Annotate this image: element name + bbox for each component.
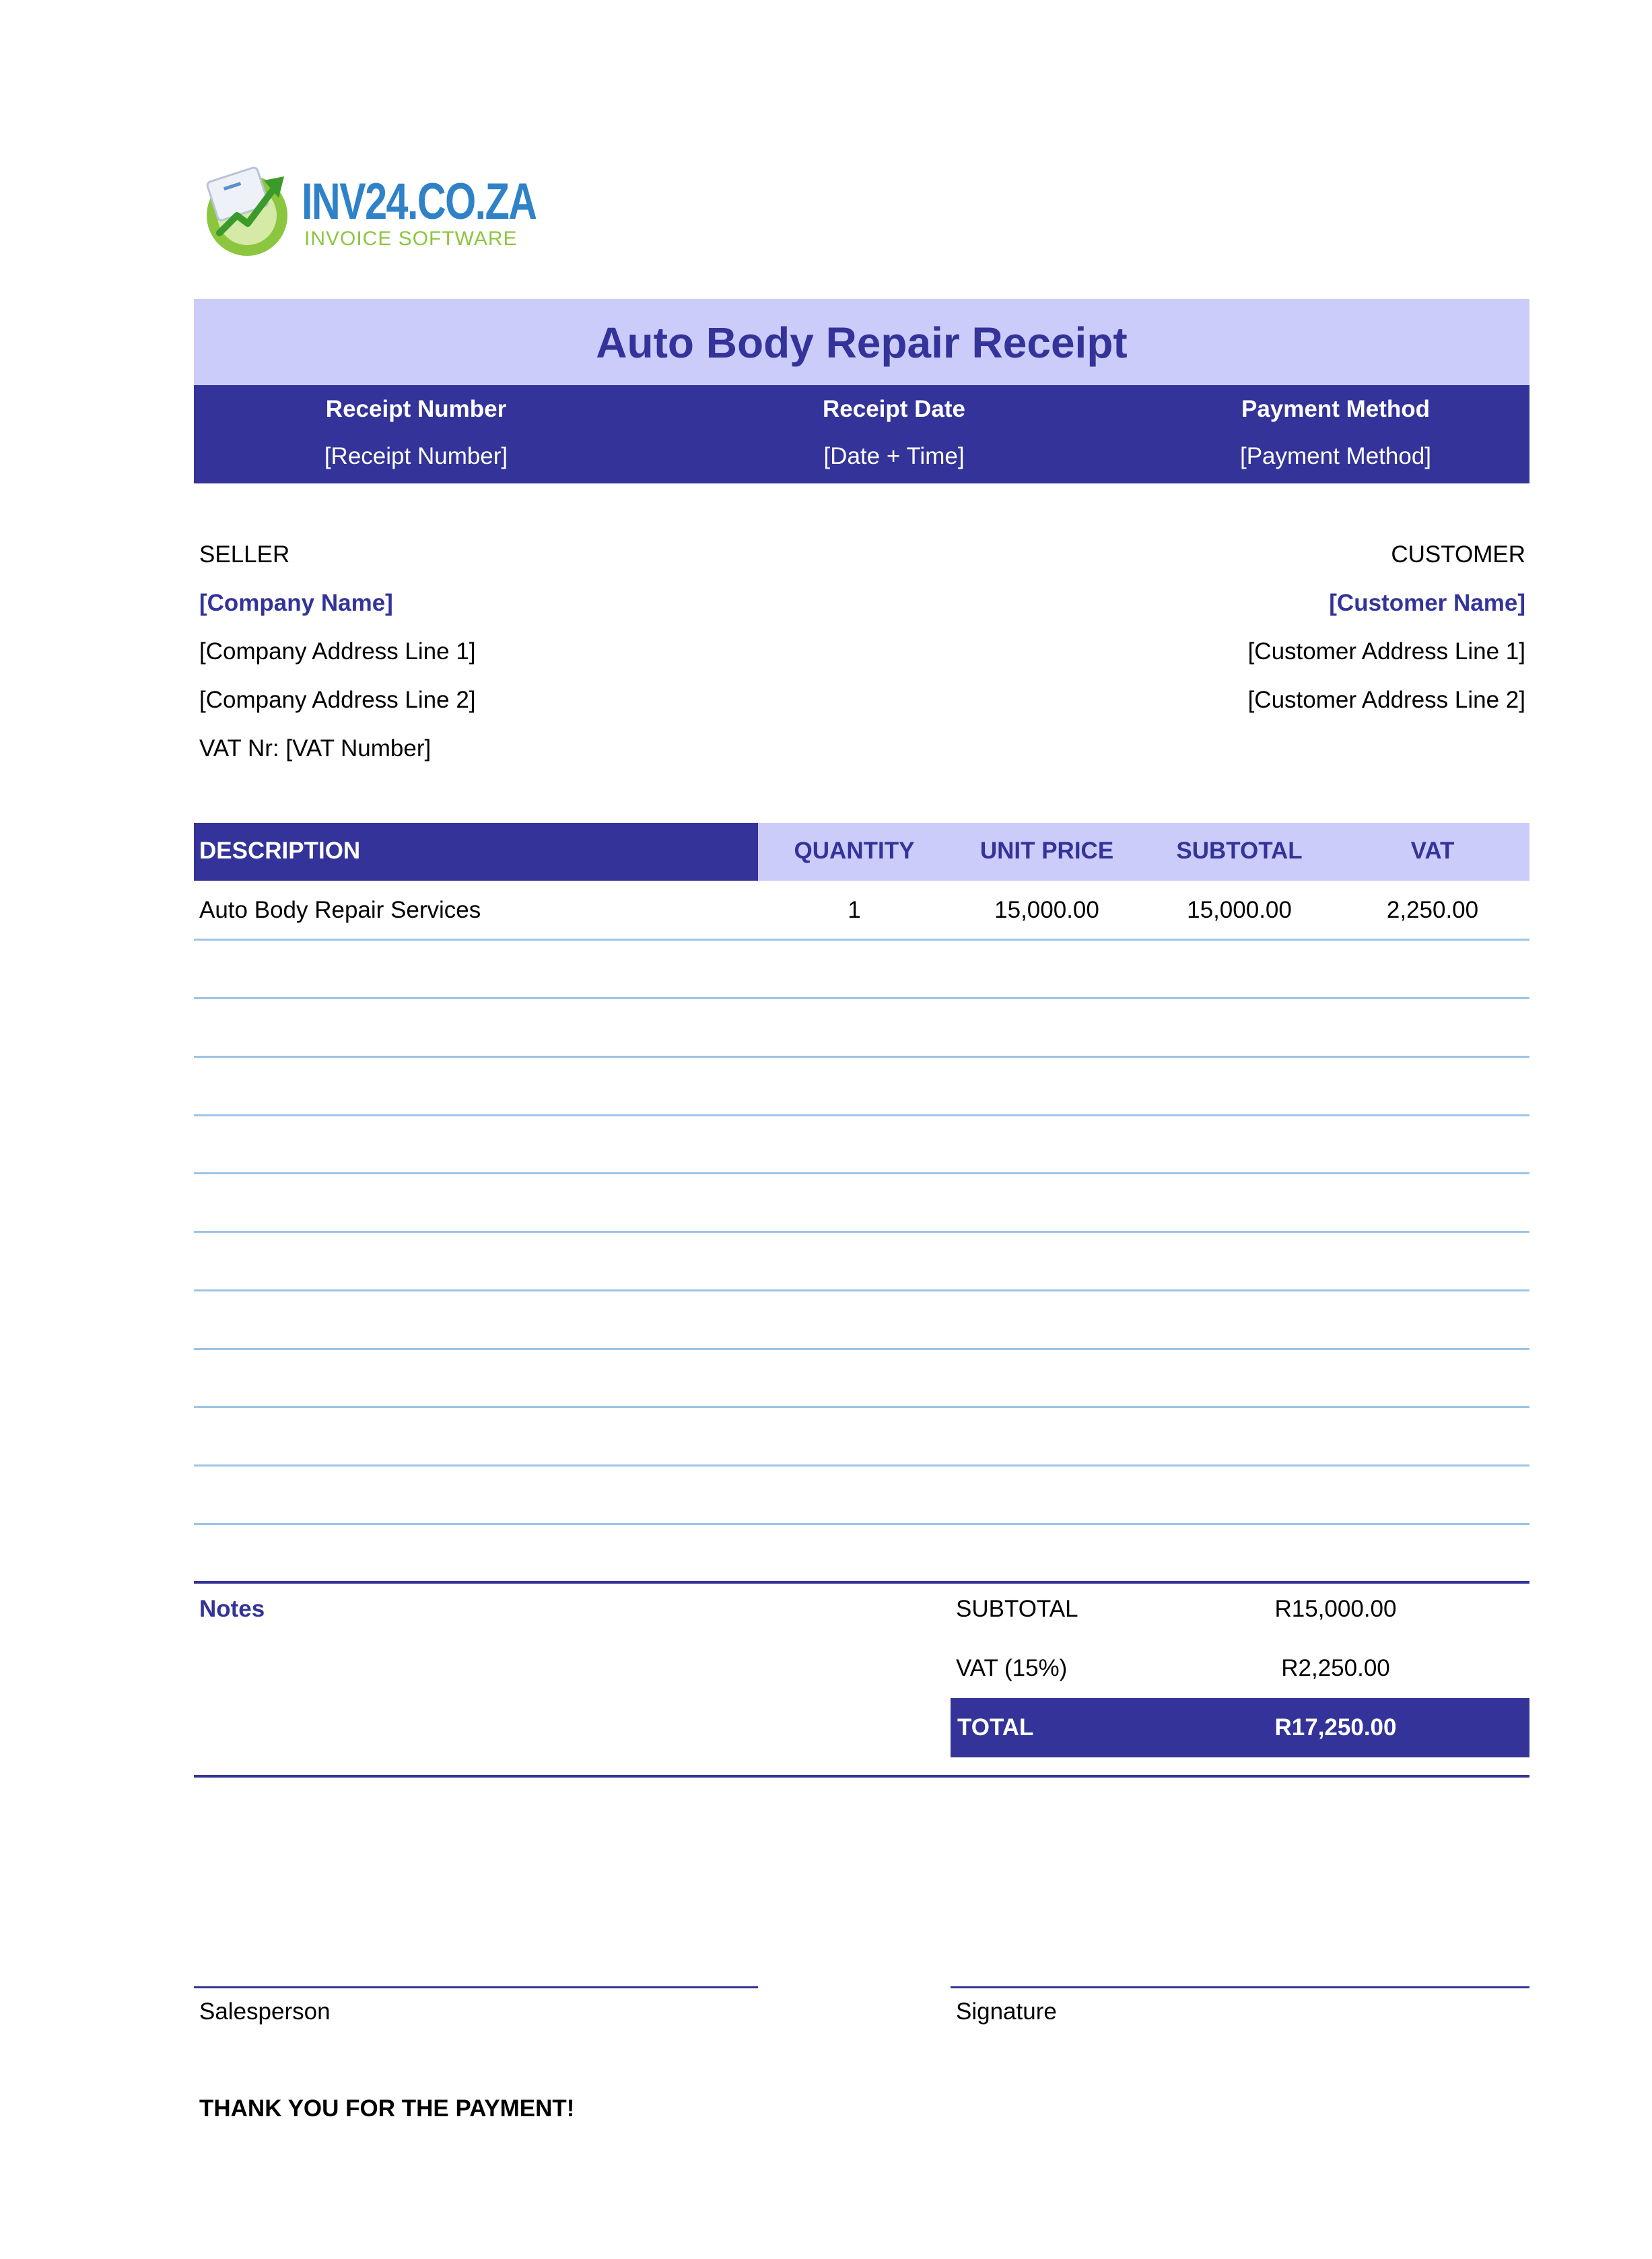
column-header-description: DESCRIPTION (199, 838, 361, 864)
company-logo (197, 160, 537, 261)
table-row-divider (194, 1231, 1529, 1233)
notes-label: Notes (199, 1596, 265, 1622)
vat-label: VAT (15%) (956, 1655, 1068, 1681)
seller-vat: VAT Nr: [VAT Number] (199, 735, 432, 762)
logo-icon (197, 160, 298, 261)
vat-value: R2,250.00 (1281, 1655, 1390, 1681)
receipt-info-band (194, 385, 1529, 483)
seller-address-2: [Company Address Line 2] (199, 687, 476, 713)
table-row-divider (194, 1523, 1529, 1525)
salesperson-signature-line (194, 1986, 758, 1988)
column-header-unit-price-cell (951, 823, 1143, 881)
column-header-subtotal-cell (1143, 823, 1336, 881)
thank-you-message: THANK YOU FOR THE PAYMENT! (199, 2095, 575, 2122)
seller-name: [Company Name] (199, 590, 393, 616)
seller-heading: SELLER (199, 541, 290, 568)
table-row-divider (194, 1289, 1529, 1291)
seller-address-1: [Company Address Line 1] (199, 638, 476, 665)
total-label: TOTAL (957, 1714, 1034, 1741)
row-1-unit-price: 15,000.00 (994, 897, 1099, 923)
logo-tagline: INVOICE SOFTWARE (304, 228, 518, 250)
title-band (194, 299, 1529, 385)
signature-line (951, 1986, 1529, 1988)
logo-brand: INV24.CO.ZA (302, 173, 537, 230)
column-header-subtotal: SUBTOTAL (1176, 838, 1303, 864)
receipt-number-label: Receipt Number (325, 396, 507, 422)
total-band (951, 1698, 1529, 1757)
customer-address-2: [Customer Address Line 2] (1247, 687, 1525, 713)
payment-method-value: [Payment Method] (1239, 443, 1432, 469)
salesperson-label: Salesperson (199, 1998, 331, 2025)
receipt-number-value: [Receipt Number] (324, 443, 508, 469)
row-1-description: Auto Body Repair Services (199, 897, 481, 923)
customer-heading: CUSTOMER (1391, 541, 1525, 568)
payment-method-label: Payment Method (1241, 396, 1431, 422)
column-header-vat-cell (1336, 823, 1529, 881)
column-header-quantity: QUANTITY (794, 838, 915, 864)
customer-name: [Customer Name] (1329, 590, 1525, 616)
receipt-date-value: [Date + Time] (823, 443, 965, 469)
subtotal-label: SUBTOTAL (956, 1596, 1078, 1622)
table-row-divider (194, 997, 1529, 999)
signature-label: Signature (956, 1998, 1057, 2025)
receipt-date-label: Receipt Date (822, 396, 966, 422)
column-header-vat: VAT (1410, 838, 1455, 864)
page-title: Auto Body Repair Receipt (596, 318, 1128, 367)
table-row-divider (194, 1114, 1529, 1116)
table-row-divider (194, 1348, 1529, 1350)
row-1-subtotal: 15,000.00 (1187, 897, 1292, 923)
customer-address-1: [Customer Address Line 1] (1247, 638, 1525, 665)
column-header-unit-price: UNIT PRICE (979, 838, 1114, 864)
table-row-divider (194, 1056, 1529, 1058)
totals-top-rule (194, 1581, 1529, 1584)
column-header-quantity-cell (758, 823, 951, 881)
total-value: R17,250.00 (1274, 1714, 1397, 1741)
subtotal-value: R15,000.00 (1274, 1596, 1397, 1622)
table-row-divider (194, 1172, 1529, 1174)
table-row-divider (194, 1464, 1529, 1466)
table-row-divider (194, 939, 1529, 941)
totals-bottom-rule (194, 1775, 1529, 1778)
table-row-divider (194, 1406, 1529, 1408)
table-header-description-cell (194, 823, 758, 881)
row-1-vat: 2,250.00 (1386, 897, 1479, 923)
row-1-quantity: 1 (848, 897, 861, 923)
